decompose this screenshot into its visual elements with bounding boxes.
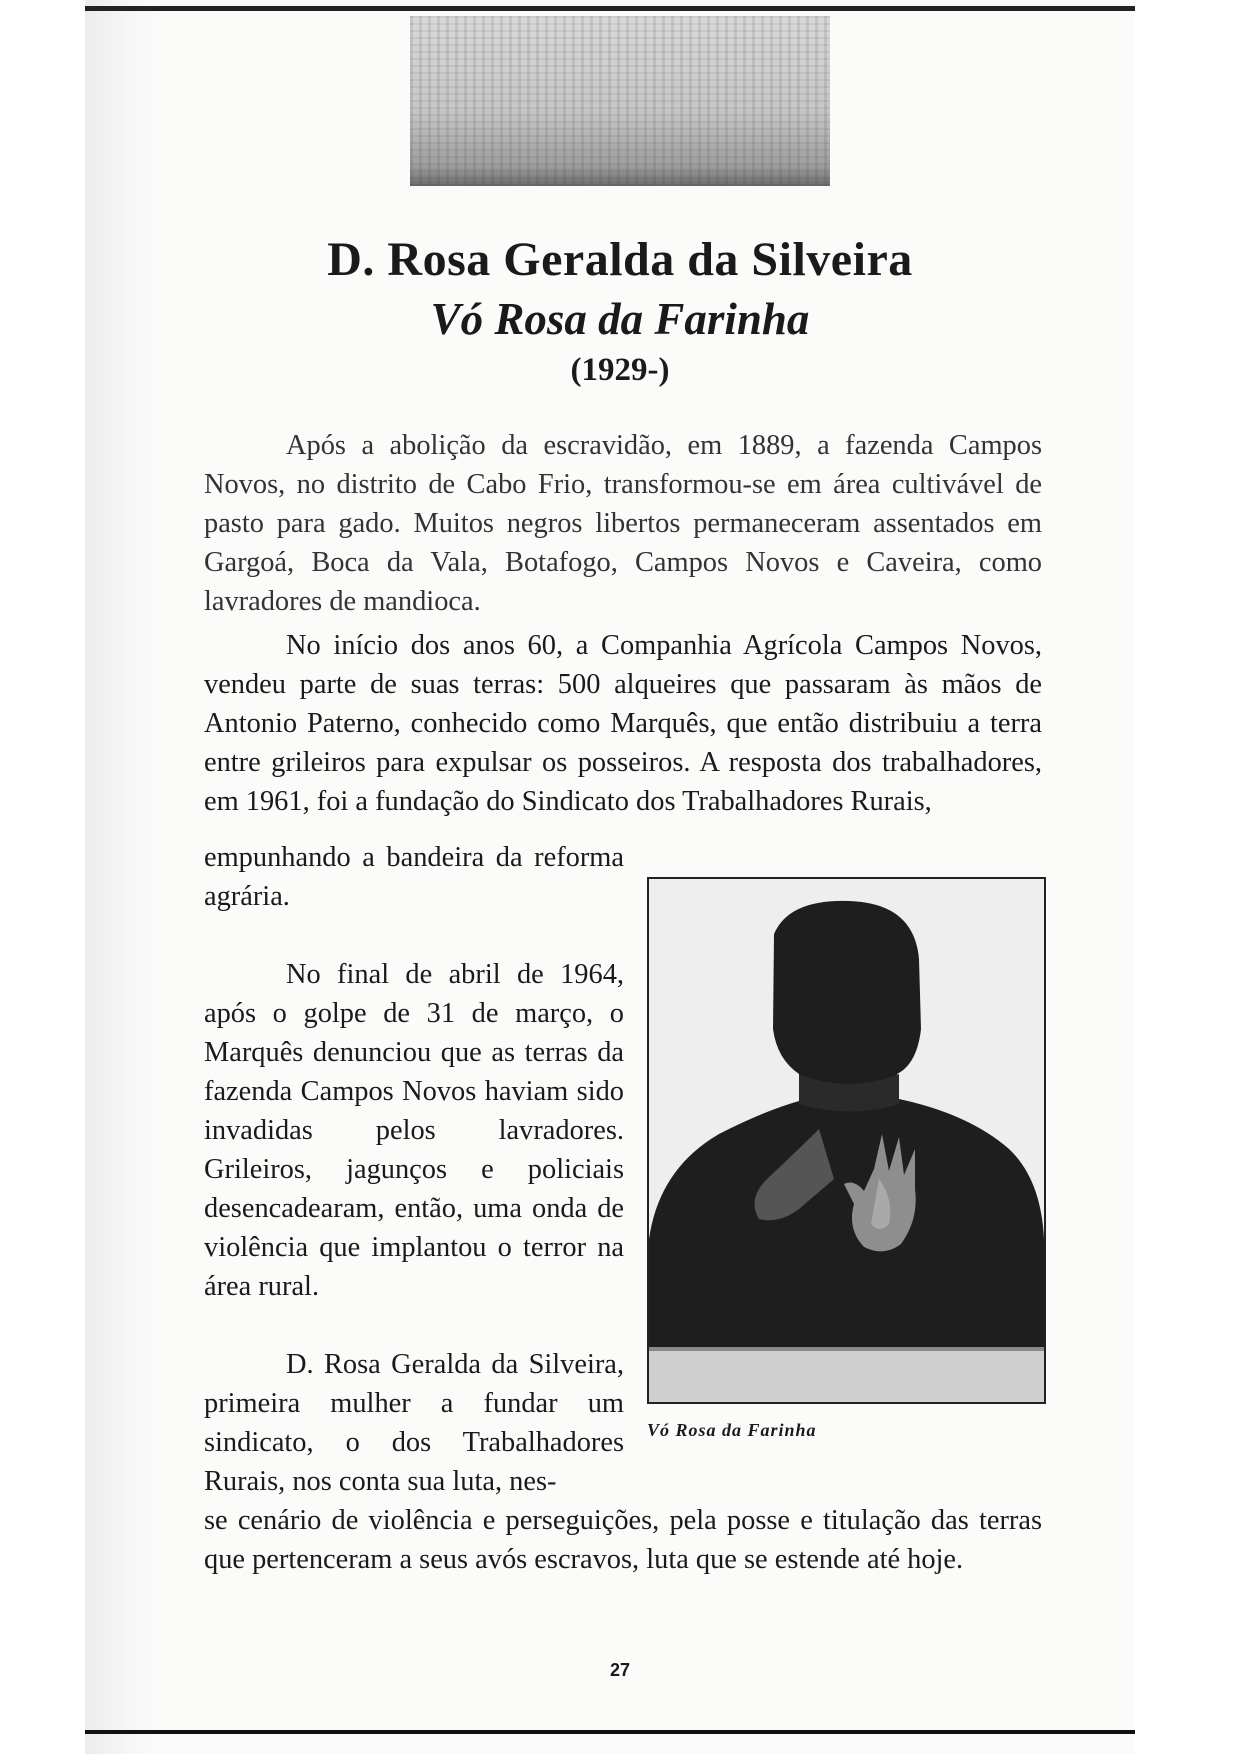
article-subtitle: Vó Rosa da Farinha bbox=[430, 294, 810, 344]
paragraph-rosa-continued: se cenário de violência e perseguições, pela posse e titulação das terras que pertenceram a seus avós escravos, luta que se estende até hoje. bbox=[204, 1505, 1042, 1575]
paragraph-1964: No final de abril de 1964, após o golpe de 31 de março, o Marquês denunciou que as terras da fazenda Campos Novos haviam sido invadidas pelos lavradores. Grileiros, jagunços e policiais desencadearam, então, uma onda de violência que implantou o terror na área rural. bbox=[204, 959, 624, 1302]
header-photo-strip bbox=[410, 16, 830, 186]
paragraph-rosa: D. Rosa Geralda da Silveira, primeira mulher a fundar um sindicato, o dos Trabalhadores Rurais, nos conta sua luta, nes- bbox=[204, 1349, 624, 1497]
top-border-rule bbox=[85, 6, 1135, 11]
paragraph-companhia-continued: empunhando a bandeira da reforma agrária. bbox=[204, 842, 624, 912]
paragraph-abolition: Após a abolição da escravidão, em 1889, a fazenda Campos Novos, no distrito de Cabo Frio, transformou-se em área cultivável de pasto para gado. Muitos negros libertos permaneceram assentados em Gargoá, Boca da Vala, Botafogo, Campos Novos e Caveira, como lavradores de mandioca. bbox=[204, 430, 1042, 617]
bottom-border-rule bbox=[85, 1730, 1135, 1734]
photo-caption: Vó Rosa da Farinha bbox=[647, 1420, 817, 1440]
page-number: 27 bbox=[609, 1660, 631, 1680]
life-dates: (1929-) bbox=[570, 352, 670, 388]
article-title: D. Rosa Geralda da Silveira bbox=[327, 233, 913, 286]
portrait-silhouette bbox=[649, 879, 1044, 1402]
page-binding-shadow bbox=[85, 0, 163, 1754]
paragraph-companhia: No início dos anos 60, a Companhia Agrícola Campos Novos, vendeu parte de suas terras: 500 alqueires que passaram às mãos de Antonio Paterno, conhecido como Marquês, que então distribuiu a terra entre grileiros para expulsar os posseiros. A resposta dos trabalhadores, em 1961, foi a fundação do Sindicato dos Trabalhadores Rurais, bbox=[204, 630, 1042, 817]
portrait-photo bbox=[647, 877, 1046, 1404]
